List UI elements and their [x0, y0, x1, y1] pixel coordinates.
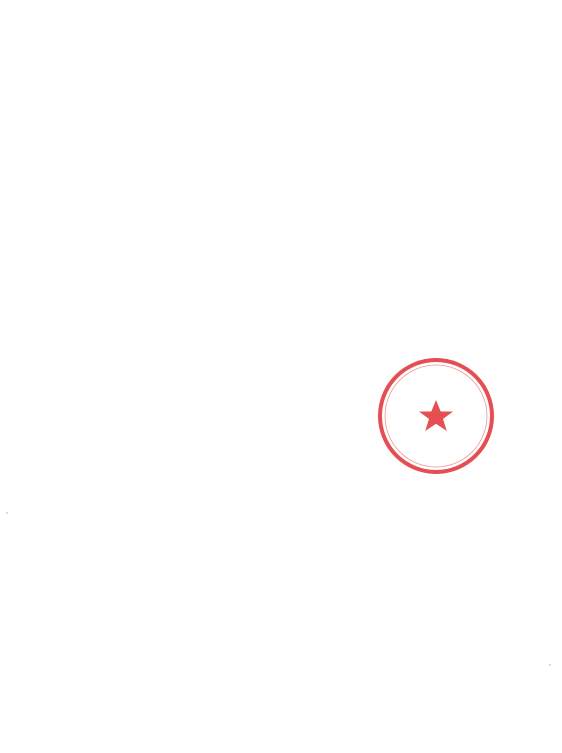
scan-speck: [6, 512, 8, 514]
official-seal-icon: [376, 356, 496, 476]
scan-speck: [549, 664, 551, 666]
seal-star-icon: [419, 400, 453, 431]
